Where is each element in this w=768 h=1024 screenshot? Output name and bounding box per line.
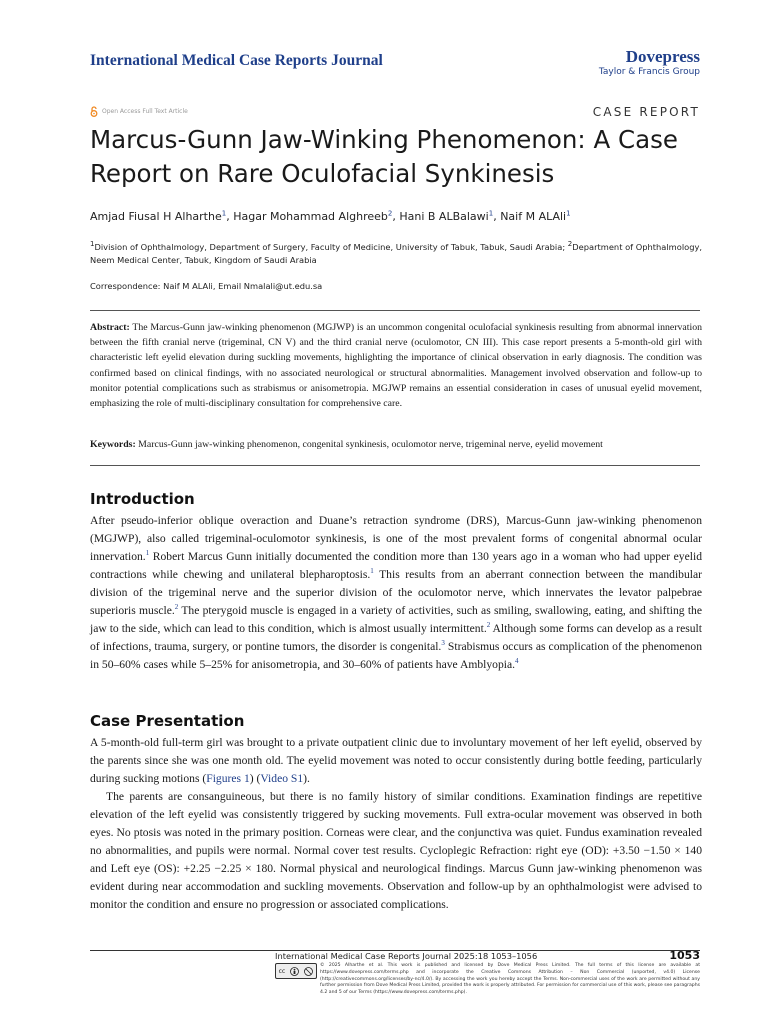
abstract — [90, 320, 702, 411]
citation-ref[interactable]: 2 — [174, 603, 179, 612]
intro-text: This results from an aberrant connection between the mandibular division of the trigeminal nerve and the superior division of the oculomotor nerve, which innervates the levator palpebrae superioris muscle. — [90, 568, 702, 617]
affiliation-marker[interactable]: 1 — [566, 209, 571, 218]
case-text: ) ( — [249, 772, 261, 785]
affiliation-marker[interactable]: 1 — [488, 209, 494, 218]
intro-text: After pseudo-inferior oblique overaction and Duane’s retraction syndrome (DRS), Marcus-Gunn jaw-winking phenomenon (MGJWP), also called trigeminal-oculomotor synkinesis, is one of the most prevalent forms of congenital abnormal ocular innervation. — [90, 514, 702, 563]
intro-text: Although some forms can develop as a result of infections, trauma, surgery, or pontine tumors, the disorder is congenital. — [90, 622, 702, 653]
affiliation-2: Department of Ophthalmology, Neem Medical Center, Tabuk, Kingdom of Saudi Arabia — [90, 242, 703, 265]
noncommercial-icon — [304, 967, 313, 976]
affiliation-1: Division of Ophthalmology, Department of Surgery, Faculty of Medicine, University of Tabuk, Tabuk, Saudi Arabia; — [94, 242, 568, 252]
correspondence: Correspondence: Naif M ALAli, Email Nmalali@ut.edu.sa — [90, 281, 323, 291]
cc-label: cc — [278, 967, 286, 975]
case-text: A 5-month-old full-term girl was brought to a private outpatient clinic due to involuntary movement of her left eyelid, observed by the parents since she was one month old. The eyelid movement was noted to occur consistently during bottle feeding, particularly during sucking motions ( — [90, 736, 702, 785]
publisher-logo[interactable] — [599, 48, 700, 78]
author-name[interactable]: Amjad Fiusal H Alharthe — [90, 210, 222, 223]
affiliation-marker[interactable]: 2 — [387, 209, 393, 218]
publisher-group: Taylor & Francis Group — [598, 67, 700, 77]
video-link[interactable]: Video S1 — [260, 772, 304, 785]
citation-ref[interactable]: 1 — [145, 549, 150, 558]
affiliation-marker[interactable]: 1 — [221, 209, 227, 218]
abstract-text: The Marcus-Gunn jaw-winking phenomenon (MGJWP) is an uncommon congenital oculofacial synkinesis resulting from abnormal innervation between the fifth cranial nerve (trigeminal, CN V) and the third cranial nerve (oculomotor, CN III). This case report presents a 5-month-old girl with characteristic left eyelid elevation during suckling movements, highlighting the importance of clinical observation in early diagnosis. The condition was confirmed based on clinical findings, with no associated neurological or structural abnormalities. Management involved observation and follow-up to monitor potential complications such as strabismus or anisometropia. MGJWP remains an essential consideration in cases of unusual eyelid movement, emphasizing the role of multi-disciplinary consultation for comprehensive care. — [90, 322, 702, 410]
article-title: Marcus-Gunn Jaw-Winking Phenomenon: A Case Report on Rare Oculofacial Synkinesis — [90, 125, 678, 188]
figure-link[interactable]: Figures 1 — [206, 772, 250, 785]
publisher-name: Dovepress — [625, 47, 700, 66]
footer-journal-citation: International Medical Case Reports Journal 2025:18 1053–1056 — [275, 951, 538, 961]
affiliation-number: 1 — [90, 240, 95, 249]
intro-text: Strabismus occurs as complication of the phenomenon in 50–60% cases while 5–25% for anisometropia, and 30–60% of patients have Amblyopia. — [90, 640, 702, 671]
keywords-text: Marcus-Gunn jaw-winking phenomenon, congenital synkinesis, oculomotor nerve, trigeminal nerve, eyelid movement — [138, 439, 603, 450]
journal-title[interactable]: International Medical Case Reports Journal — [90, 52, 383, 69]
open-access-lock-icon — [90, 106, 98, 117]
introduction-heading: Introduction — [90, 490, 195, 508]
attribution-icon — [290, 967, 299, 976]
citation-ref[interactable]: 1 — [370, 567, 374, 576]
affiliation-number: 2 — [567, 240, 573, 249]
divider — [90, 310, 700, 311]
open-access-badge — [90, 106, 188, 117]
author-name[interactable]: Hani B ALBalawi — [399, 210, 489, 223]
citation-ref[interactable]: 4 — [515, 657, 519, 666]
case-presentation-body — [90, 734, 702, 914]
keywords-label: Keywords: — [90, 439, 136, 450]
case-paragraph — [90, 734, 702, 788]
citation-ref[interactable]: 2 — [486, 621, 491, 630]
case-paragraph: The parents are consanguineous, but there is no family history of similar conditions. Examination findings are repetitive elevation of the left eyelid was consistently triggered by sucking movements. Full extra-ocular movement was observed in both eyes. No ptosis was noted in the primary position. Corneas were clear, and the conjunctiva was quiet. Fundus examination revealed no abnormalities, and pupils were normal. Normal cover test results. Cycloplegic Refraction: right eye (OD): +3.50 −1.50 × 140 and Left eye (OS): +2.25 −2.25 × 180. Normal physical and neurological findings. Marcus Gunn jaw-winking phenomenon was evident during near accommodation and suckling movements. Observation and follow-up by an ophthalmologist were advised to monitor the condition and ensure no progression or associated complications. — [90, 790, 702, 911]
introduction-body — [90, 512, 702, 674]
author-list: Amjad Fiusal H Alharthe$^1$, Hagar Mohammad Alghreeb$^2$, Hani B ALBalawi$^1$, Naif M ALAli$^1$ — [90, 209, 571, 223]
intro-text: The pterygoid muscle is engaged in a variety of activities, such as smiling, swallowing, eating, and shifting the jaw to the side, which can lead to this condition, which is almost usually intermittent. — [90, 604, 702, 635]
author-name[interactable]: Naif M ALAli — [500, 210, 567, 223]
creative-commons-license-icon[interactable] — [275, 963, 317, 979]
keywords — [90, 437, 702, 452]
article-type: CASE REPORT — [592, 105, 700, 119]
abstract-label: Abstract: — [90, 322, 130, 333]
page-number: 1053 — [669, 949, 700, 962]
affiliations — [90, 241, 705, 267]
citation-ref[interactable]: 3 — [441, 639, 445, 648]
author-name[interactable]: Hagar Mohammad Alghreeb — [233, 210, 388, 223]
case-text: ). — [303, 772, 310, 785]
open-access-label: Open Access Full Text Article — [102, 108, 188, 115]
divider — [90, 465, 700, 466]
license-text: © 2025 Alharthe et al. This work is published and licensed by Dove Medical Press Limited. The full terms of this license are available at https://www.dovepress.com/terms.php and incorporate the Creative Commons Attribution – Non Commercial (unported, v4.0) License (http://creativecommons.org/licenses/by-nc/4.0/). By accessing the work you hereby accept the Terms. Non-commercial uses of the work are permitted without any further permission from Dove Medical Press Limited, provided the work is properly attributed. For permission for commercial use of this work, please see paragraphs 4.2 and 5 of our Terms (https://www.dovepress.com/terms.php). — [320, 963, 700, 996]
intro-text: Robert Marcus Gunn initially documented the condition more than 130 years ago in a woman who had upper eyelid contractions while chewing and unilateral blepharoptosis. — [90, 550, 702, 581]
case-presentation-heading: Case Presentation — [90, 712, 245, 730]
